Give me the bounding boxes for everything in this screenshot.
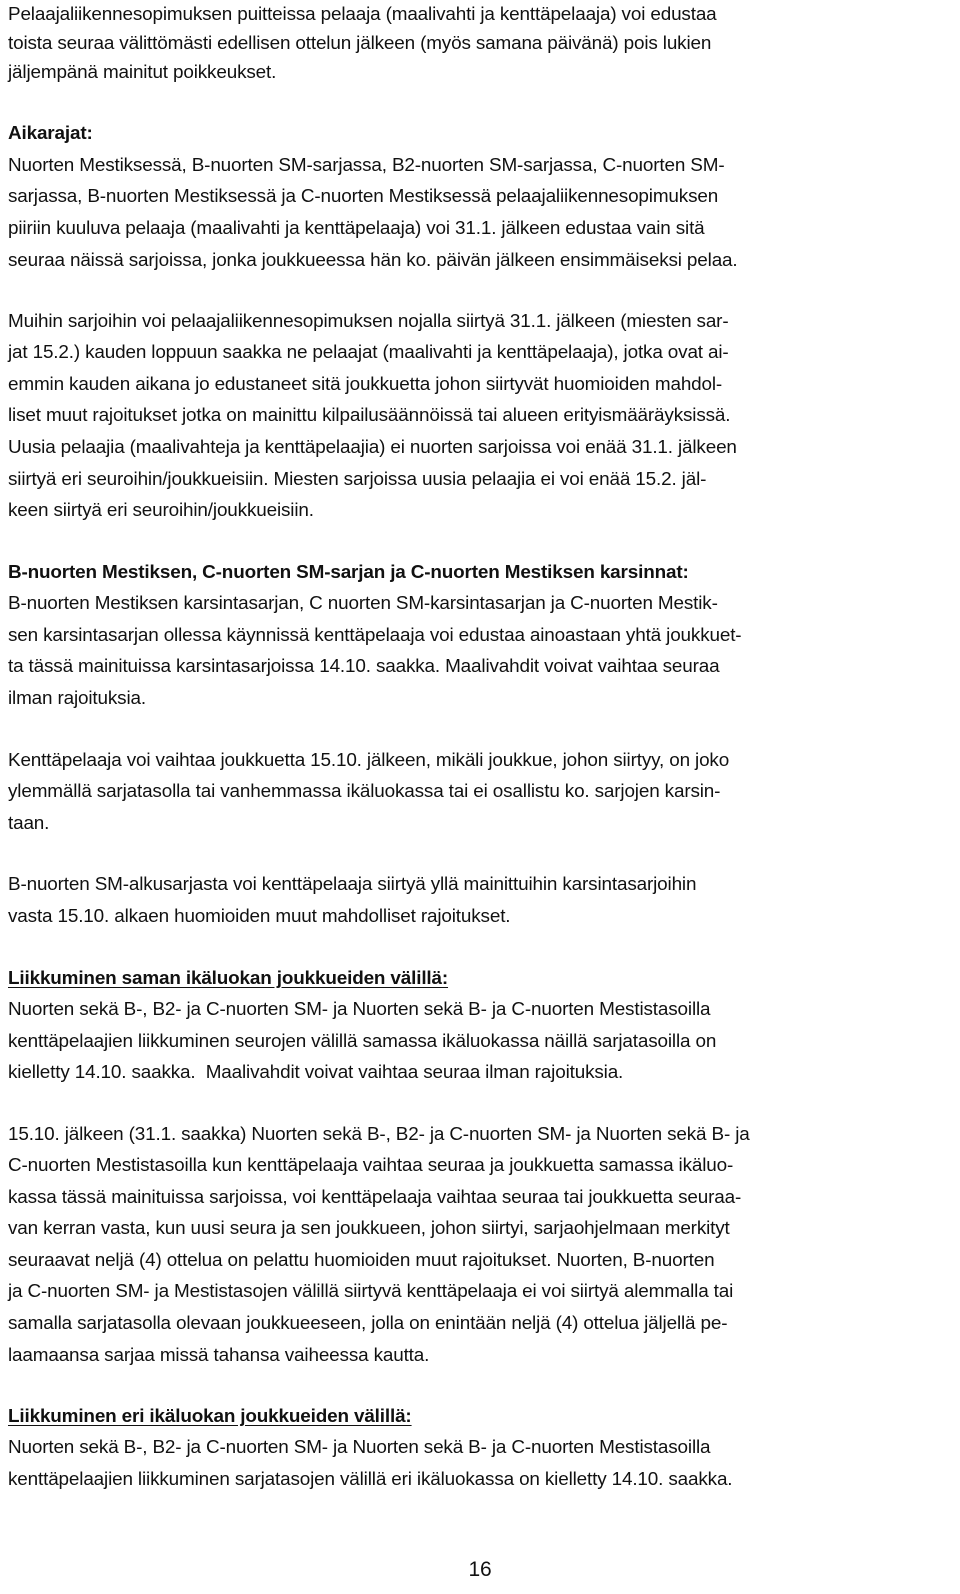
jalkeen-line-6: ja C-nuorten SM- ja Mestistasojen välillä siirtyvä kenttäpelaaja ei voi siirtyä alemmalla tai [8, 1281, 734, 1302]
muihin-line-4: liset muut rajoitukset jotka on mainittu kilpailusäännöissä tai alueen erityismääräyksissä. [8, 405, 731, 426]
karsinnat-line-4: ilman rajoituksia. [8, 688, 146, 709]
saman-line-3: kielletty 14.10. saakka. Maalivahdit voivat vaihtaa seuraa ilman rajoituksia. [8, 1062, 624, 1083]
intro-line-1: Pelaajaliikennesopimuksen puitteissa pelaaja (maalivahti ja kenttäpelaaja) voi edustaa [8, 4, 717, 25]
heading-eri-ikaluokan: Liikkuminen eri ikäluokan joukkueiden välillä: [8, 1406, 412, 1427]
page-number: 16 [468, 1558, 492, 1581]
kenttapelaaja-line-3: taan. [8, 813, 50, 834]
karsinnat-line-3: ta tässä mainituissa karsintasarjoissa 14.10. saakka. Maalivahdit voivat vaihtaa seuraa [8, 656, 720, 677]
muihin-line-7: keen siirtyä eri seuroihin/joukkueisiin. [8, 500, 314, 521]
karsinnat-line-2: sen karsintasarjan ollessa käynnissä kenttäpelaaja voi edustaa ainoastaan yhtä joukkuet- [8, 625, 742, 646]
saman-line-1: Nuorten sekä B-, B2- ja C-nuorten SM- ja Nuorten sekä B- ja C-nuorten Mestistasoilla [8, 999, 711, 1020]
heading-karsinnat: B-nuorten Mestiksen, C-nuorten SM-sarjan ja C-nuorten Mestiksen karsinnat: [8, 562, 689, 583]
alkusarja-line-1: B-nuorten SM-alkusarjasta voi kenttäpelaaja siirtyä yllä mainittuihin karsintasarjoihin [8, 874, 697, 895]
muihin-line-5: Uusia pelaajia (maalivahteja ja kenttäpelaajia) ei nuorten sarjoissa voi enää 31.1. jälkeen [8, 437, 737, 458]
muihin-line-3: emmin kauden aikana jo edustaneet sitä joukkuetta johon siirtyvät huomioiden mahdol- [8, 374, 723, 395]
intro-line-3: jäljempänä mainitut poikkeukset. [8, 62, 277, 83]
heading-aikarajat: Aikarajat: [8, 123, 93, 144]
aikarajat-line-1: Nuorten Mestiksessä, B-nuorten SM-sarjassa, B2-nuorten SM-sarjassa, C-nuorten SM- [8, 155, 725, 176]
alkusarja-line-2: vasta 15.10. alkaen huomioiden muut mahdolliset rajoitukset. [8, 906, 511, 927]
jalkeen-line-1: 15.10. jälkeen (31.1. saakka) Nuorten sekä B-, B2- ja C-nuorten SM- ja Nuorten sekä B- ja [8, 1124, 750, 1145]
muihin-line-6: siirtyä eri seuroihin/joukkueisiin. Miesten sarjoissa uusia pelaajia ei voi enää 15.2. jäl- [8, 469, 707, 490]
karsinnat-line-1: B-nuorten Mestiksen karsintasarjan, C nuorten SM-karsintasarjan ja C-nuorten Mestik- [8, 593, 718, 614]
muihin-line-1: Muihin sarjoihin voi pelaajaliikennesopimuksen nojalla siirtyä 31.1. jälkeen (miesten sar- [8, 311, 729, 332]
aikarajat-line-2: sarjassa, B-nuorten Mestiksessä ja C-nuorten Mestiksessä pelaajaliikennesopimuksen [8, 186, 719, 207]
muihin-line-2: jat 15.2.) kauden loppuun saakka ne pelaajat (maalivahti ja kenttäpelaaja), jotka ovat ai- [8, 342, 729, 363]
kenttapelaaja-line-1: Kenttäpelaaja voi vaihtaa joukkuetta 15.10. jälkeen, mikäli joukkue, johon siirtyy, on joko [8, 750, 730, 771]
jalkeen-line-2: C-nuorten Mestistasoilla kun kenttäpelaaja vaihtaa seuraa ja joukkuetta samassa ikäluo- [8, 1155, 734, 1176]
intro-line-2: toista seuraa välittömästi edellisen ottelun jälkeen (myös samana päivänä) pois lukien [8, 33, 712, 54]
heading-saman-ikaluokan: Liikkuminen saman ikäluokan joukkueiden välillä: [8, 968, 449, 989]
aikarajat-line-3: piiriin kuuluva pelaaja (maalivahti ja kenttäpelaaja) voi 31.1. jälkeen edustaa vain sitä [8, 218, 705, 239]
eri-line-1: Nuorten sekä B-, B2- ja C-nuorten SM- ja Nuorten sekä B- ja C-nuorten Mestistasoilla [8, 1437, 711, 1458]
aikarajat-line-4: seuraa näissä sarjoissa, jonka joukkueessa hän ko. päivän jälkeen ensimmäiseksi pelaa. [8, 250, 738, 271]
jalkeen-line-5: seuraavat neljä (4) ottelua on pelattu huomioiden muut rajoitukset. Nuorten, B-nuorten [8, 1250, 715, 1271]
jalkeen-line-4: van kerran vasta, kun uusi seura ja sen joukkueen, johon siirtyi, sarjaohjelmaan merkityt [8, 1218, 730, 1239]
saman-line-2: kenttäpelaajien liikkuminen seurojen välillä samassa ikäluokassa näillä sarjatasoilla on [8, 1031, 717, 1052]
kenttapelaaja-line-2: ylemmällä sarjatasolla tai vanhemmassa ikäluokassa tai ei osallistu ko. sarjojen karsin- [8, 781, 721, 802]
eri-line-2: kenttäpelaajien liikkuminen sarjatasojen välillä eri ikäluokassa on kielletty 14.10. saakka. [8, 1469, 733, 1490]
jalkeen-line-7: samalla sarjatasolla olevaan joukkueeseen, jolla on enintään neljä (4) ottelua jäljellä pe- [8, 1313, 728, 1334]
jalkeen-line-8: laamaansa sarjaa missä tahansa vaiheessa kautta. [8, 1345, 430, 1366]
jalkeen-line-3: kassa tässä mainituissa sarjoissa, voi kenttäpelaaja vaihtaa seuraa tai joukkuetta seuraa- [8, 1187, 742, 1208]
